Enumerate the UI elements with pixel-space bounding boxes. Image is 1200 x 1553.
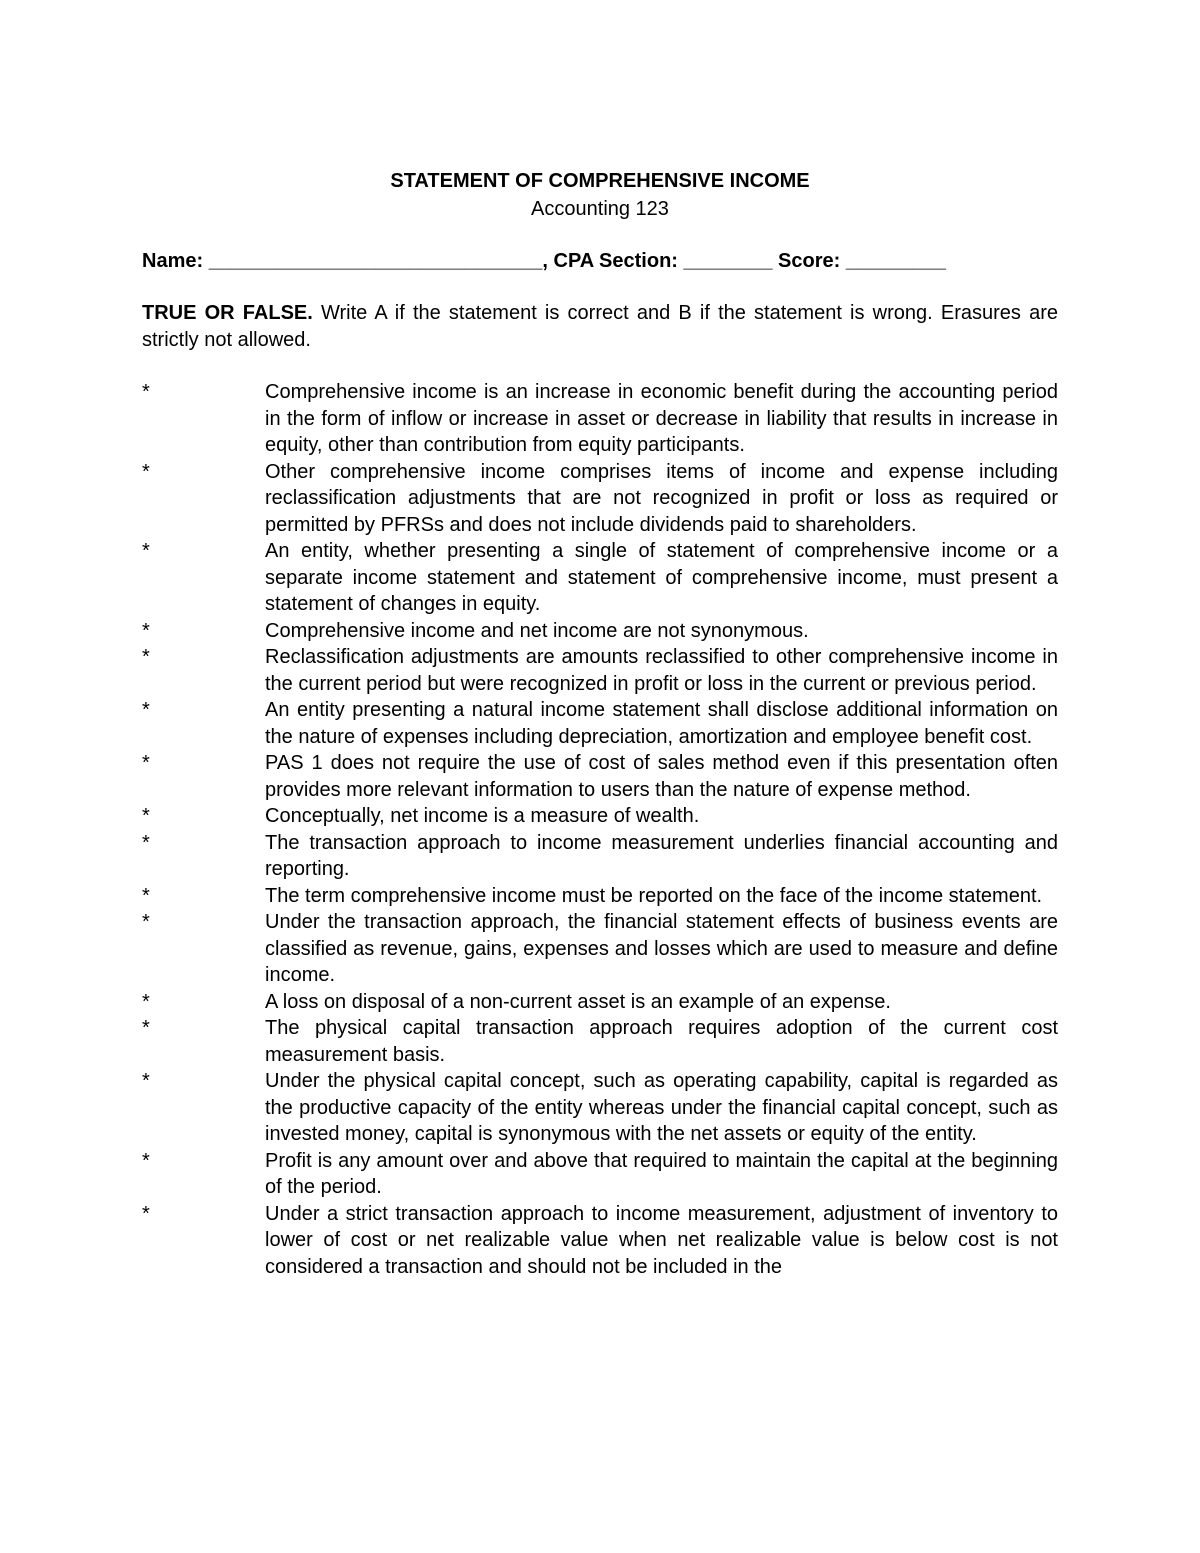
question-text: Conceptually, net income is a measure of wealth. <box>265 805 700 827</box>
question-text: Under a strict transaction approach to income measurement, adjustment of inventory to lower of cost or net realizable value when net realizable value is below cost is not considered a transaction and should not be included in the <box>265 1202 1058 1278</box>
question-item <box>142 697 1058 750</box>
question-item <box>142 538 1058 618</box>
instructions-text: Write A if the statement is correct and B if the statement is wrong. Erasures are strictly not allowed. <box>142 302 1058 351</box>
student-info-line: Name: ______________________________, CPA Section: ________ Score: _________ <box>142 250 946 272</box>
question-answer-marker: * <box>142 1202 150 1225</box>
question-answer-marker: * <box>142 1149 150 1172</box>
question-text: Other comprehensive income comprises items of income and expense including reclassification adjustments that are not recognized in profit or loss as required or permitted by PFRSs and does not include dividends paid to shareholders. <box>265 460 1058 536</box>
question-item <box>142 618 1058 645</box>
question-text: The transaction approach to income measurement underlies financial accounting and reporting. <box>265 831 1058 880</box>
question-answer-marker: * <box>142 460 150 483</box>
question-text: The physical capital transaction approach requires adoption of the current cost measurement basis. <box>265 1017 1058 1066</box>
question-item <box>142 1068 1058 1148</box>
question-text: Under the transaction approach, the financial statement effects of business events are classified as revenue, gains, expenses and losses which are used to measure and define income. <box>265 911 1058 986</box>
question-text: Comprehensive income and net income are not synonymous. <box>265 619 809 642</box>
document-title: STATEMENT OF COMPREHENSIVE INCOME <box>390 170 810 192</box>
question-text: An entity, whether presenting a single of statement of comprehensive income or a separate income statement and statement of comprehensive income, must present a statement of changes in equity. <box>265 540 1058 615</box>
question-answer-marker: * <box>142 619 150 642</box>
question-answer-marker: * <box>142 646 150 668</box>
question-answer-marker: * <box>142 1017 150 1039</box>
question-text: Profit is any amount over and above that required to maintain the capital at the beginning of the period. <box>265 1149 1058 1198</box>
question-text: Under the physical capital concept, such as operating capability, capital is regarded as the productive capacity of the entity whereas under the financial capital concept, such as invested money, capital is synonymous with the net assets or equity of the entity. <box>265 1070 1058 1145</box>
question-answer-marker: * <box>142 1070 150 1092</box>
question-item <box>142 830 1058 883</box>
question-item <box>142 989 1058 1016</box>
question-item <box>142 750 1058 803</box>
question-text: Reclassification adjustments are amounts reclassified to other comprehensive income in the current period but were recognized in profit or loss in the current or previous period. <box>265 646 1058 695</box>
instructions-label: TRUE OR FALSE. <box>142 302 313 324</box>
question-list <box>142 379 1058 1280</box>
question-text: Comprehensive income is an increase in economic benefit during the accounting period in the form of inflow or increase in asset or decrease in liability that results in increase in equity, other than contribution from equity participants. <box>265 381 1058 456</box>
question-item <box>142 644 1058 697</box>
question-item <box>142 1148 1058 1201</box>
question-item <box>142 883 1058 910</box>
question-answer-marker: * <box>142 699 150 721</box>
question-item <box>142 909 1058 989</box>
question-item <box>142 459 1058 539</box>
question-item <box>142 1201 1058 1281</box>
question-text: The term comprehensive income must be reported on the face of the income statement. <box>265 884 1043 907</box>
question-answer-marker: * <box>142 990 150 1013</box>
question-answer-marker: * <box>142 381 150 403</box>
question-item <box>142 803 1058 830</box>
question-answer-marker: * <box>142 884 150 907</box>
question-item <box>142 1015 1058 1068</box>
question-text: An entity presenting a natural income statement shall disclose additional information on the nature of expenses including depreciation, amortization and employee benefit cost. <box>265 699 1058 748</box>
instructions <box>142 300 1058 353</box>
document-subtitle: Accounting 123 <box>531 198 669 220</box>
question-answer-marker: * <box>142 911 150 933</box>
question-text: PAS 1 does not require the use of cost of sales method even if this presentation often provides more relevant information to users than the nature of expense method. <box>265 752 1058 801</box>
question-text: A loss on disposal of a non-current asset is an example of an expense. <box>265 990 891 1013</box>
question-item <box>142 379 1058 459</box>
question-answer-marker: * <box>142 752 150 774</box>
question-answer-marker: * <box>142 540 150 562</box>
question-answer-marker: * <box>142 831 150 854</box>
question-answer-marker: * <box>142 805 150 827</box>
